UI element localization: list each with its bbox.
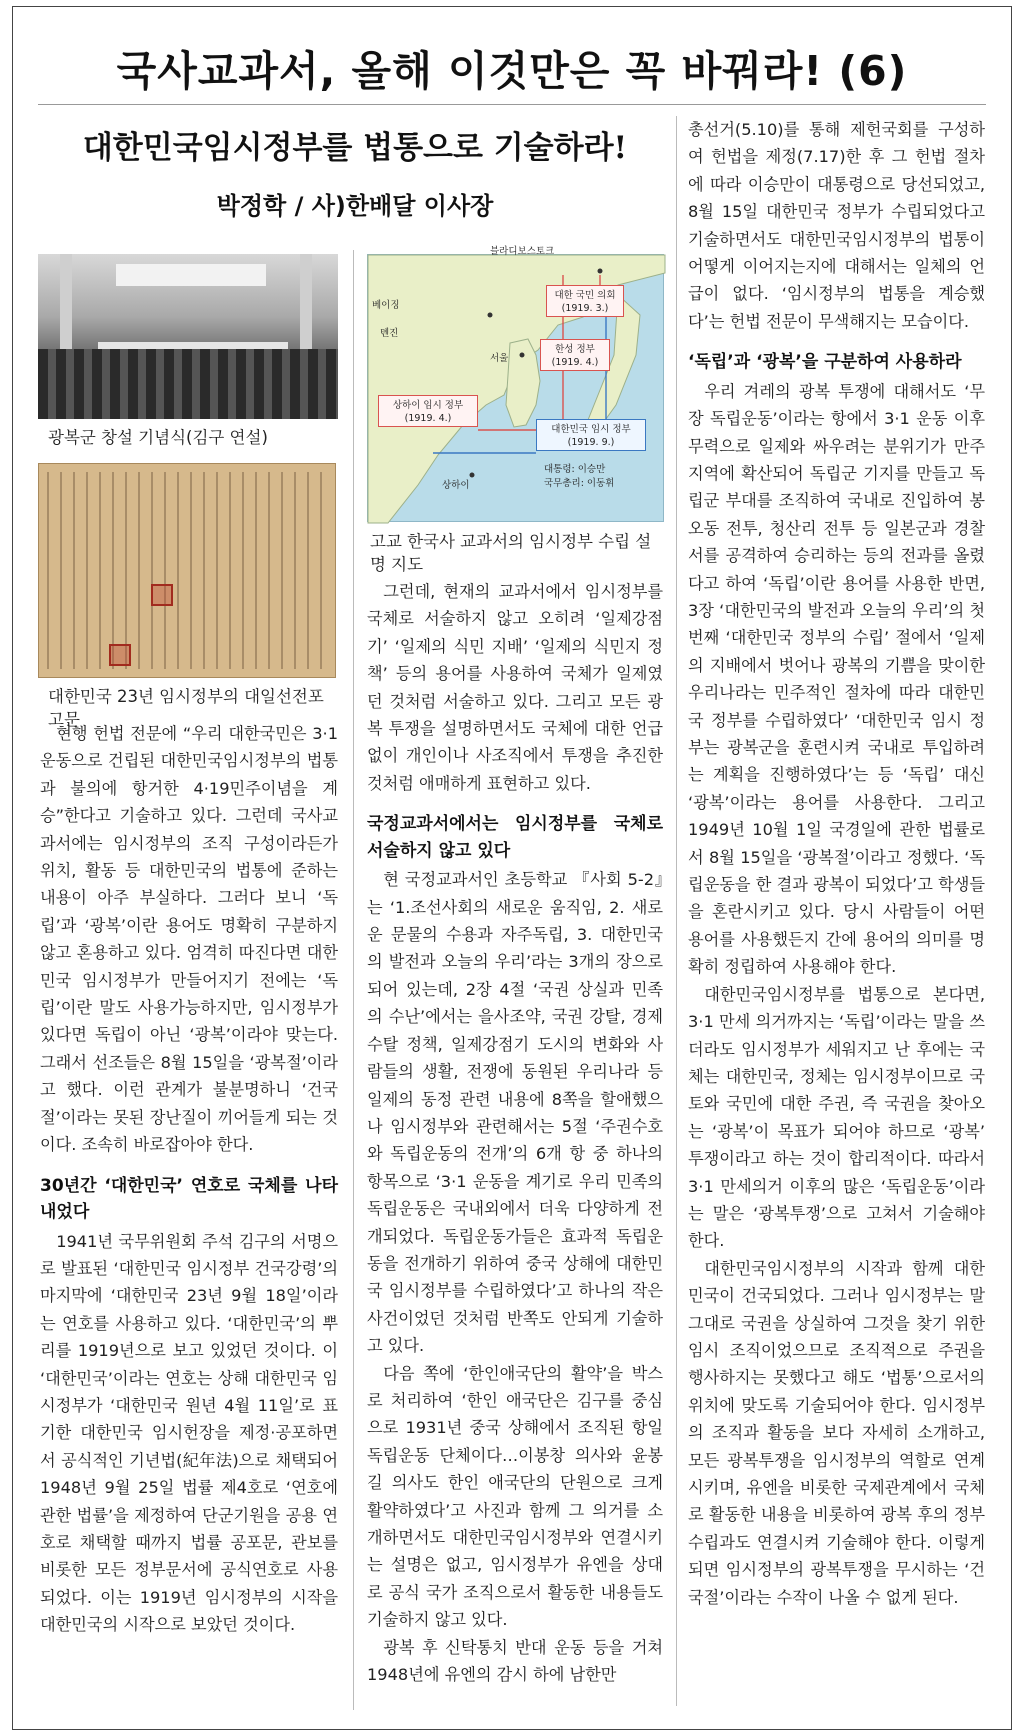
beijing-dot	[488, 313, 493, 318]
paragraph: 현 국정교과서인 초등학교 『사회 5-2』는 ‘1.조선사회의 새로운 움직임, 2. 새로운 문물의 수용과 자주독립, 3. 대한민국의 발전과 오늘의 우리’라는 3개의 장으로 되어 있는데, 2장 4절 ‘국권 상실과 민족의 수난’에서는 을사조약, 국권 강탈, 경제수탈 정책, 일제강점기 도시의 변화와 사람들의 생활, 전쟁에 동원된 우리나라 등 일제의 동정 관련 내용에 8쪽을 할애했으나 임시정부와 관련해서는 5절 ‘주권수호와 독립운동의 전개’의 6개 항 중 하나의 항목으로 ‘3·1 운동을 계기로 우리 민족의 독립운동은 국내외에서 더욱 다양하게 전개되었다. 독립운동가들은 효과적 독립운동을 전개하기 위하여 중국 상해에 대한민국 임시정부를 수립하였다’고 하나의 작은 사건이었던 것처럼 반쪽도 안되게 기술하고 있다.	[367, 870, 663, 1356]
national-council-name: 대한 국민 의회	[554, 290, 616, 301]
unified-gov-date: (1919. 9.)	[567, 437, 615, 448]
headline: 국사교과서, 올해 이것만은 꼭 바꿔라! (6)	[116, 47, 908, 95]
national-council-box	[546, 285, 624, 317]
hanseong-name: 한성 정부	[555, 344, 595, 355]
title-divider	[38, 104, 986, 105]
paragraph: 그런데, 현재의 교과서에서 임시정부를 국체로 서술하지 않고 오히려 ‘일제강점기’ ‘일제의 식민 지배’ ‘일제의 식민지 정책’ 등의 용어를 사용하여 국체가 일제였던 것처럼 서술하고 있다. 그리고 모든 광복 투쟁을 설명하면서도 국체에 대한 언급 없이 개인이나 사조직에서 투쟁을 추진한 것처럼 애매하게 표현하고 있다.	[367, 582, 663, 793]
section-heading: 30년간 ‘대한민국’ 연호로 국체를 나타내었다	[40, 1175, 338, 1222]
column-divider	[676, 116, 677, 1706]
beijing-label: 베이징	[372, 300, 400, 311]
map-caption: 고교 한국사 교과서의 임시정부 수립 설명 지도	[370, 532, 652, 574]
paragraph: 광복 후 신탁통치 반대 운동 등을 거쳐 1948년에 유엔의 감시 하에 남한만	[367, 1637, 663, 1685]
unified-gov-name: 대한민국 임시 정부	[551, 424, 631, 435]
shanghai-gov-name: 상하이 임시 정부	[392, 400, 464, 411]
paragraph: 대한민국임시정부의 시작과 함께 대한민국이 건국되었다. 그러나 임시정부는 말 그대로 국권을 상실하여 그것을 찾기 위한 임시 조직이었으므로 조직적으로 주권을 행사하지는 못했다고 해도 ‘법통’으로서의 위치에 맞도록 기술되어야 한다. 임시정부의 조직과 활동을 보다 자세히 소개하고, 모든 광복투쟁을 임시정부의 역할로 연계시키며, 유엔을 비롯한 국제관계에서 국체로 활동한 내용을 비롯하여 광복 후의 정부수립과도 연결시켜 기술해야 한다. 이렇게 되면 임시정부의 광복투쟁을 무시하는 ‘건국절’이라는 수작이 나올 수 없게 된다.	[688, 1258, 985, 1607]
photo-crowd	[38, 349, 338, 419]
hanseong-date: (1919. 4.)	[551, 357, 599, 368]
decree-caption: 대한민국 23년 임시정부의 대일선전포고문	[48, 687, 324, 729]
president-label: 대통령: 이승만	[544, 464, 606, 475]
paragraph: 대한민국임시정부를 법통으로 본다면, 3·1 만세 의거까지는 ‘독립’이라는 말을 쓰더라도 임시정부가 세워지고 난 후에는 국체는 대한민국, 정체는 임시정부이므로 국토와 국민에 대한 주권, 즉 국권을 찾아오는 ‘광복’이 목표가 되어야 하므로 ‘광복’ 투쟁이라고 하는 것이 합리적이다. 따라서 3·1 만세의거 이후의 많은 ‘독립운동’이라는 말은 ‘광복투쟁’으로 고쳐서 기술해야 한다.	[688, 984, 985, 1251]
tianjin-label: 톈진	[380, 328, 399, 339]
hanseong-government-box	[540, 339, 610, 371]
photo-banner	[116, 264, 266, 286]
column-2	[367, 578, 663, 1688]
paragraph: 현행 헌법 전문에 “우리 대한국민은 3·1운동으로 건립된 대한민국임시정부의 법통과 불의에 항거한 4·19민주이념을 계승”한다고 기술하고 있다. 그런데 국사교과서에는 임시정부의 조직 구성이라든가 위치, 활동 등 대한민국의 법통에 준하는 내용이 아주 부실하다. 그러다 보니 ‘독립’과 ‘광복’이란 용어도 명확히 구분하지 않고 혼용하고 있다. 엄격히 따진다면 대한민국 임시정부가 만들어지기 전에는 ‘독립’이란 말도 사용가능하지만, 임시정부가 있다면 독립이 아닌 ‘광복’이라야 맞는다. 그래서 선조들은 8월 15일을 ‘광복절’이라고 했다. 이런 관계가 불분명하니 ‘건국절’이라는 못된 장난질이 끼어들게 되는 것이다. 조속히 바로잡아야 한다.	[40, 724, 338, 1155]
byline: 박정학 / 사)한배달 이사장	[216, 192, 494, 220]
ceremony-photo	[38, 254, 338, 419]
article-subtitle: 대한민국임시정부를 법통으로 기술하라!	[82, 130, 628, 166]
section-heading: ‘독립’과 ‘광복’을 구분하여 사용하라	[688, 352, 962, 373]
national-council-date: (1919. 3.)	[561, 303, 609, 314]
shanghai-dot	[470, 473, 475, 478]
vladivostok-label: 블라디보스토크	[490, 246, 555, 257]
paragraph: 1941년 국무위원회 주석 김구의 서명으로 발표된 ‘대한민국 임시정부 건국강령’의 마지막에 ‘대한민국 23년 9월 18일’이라는 연호를 사용하고 있다. ‘대한민국’의 뿌리를 1919년으로 보고 있었던 것이다. 이 ‘대한민국’이라는 연호는 상해 대한민국 임시정부가 ‘대한민국 원년 4월 11일’로 표기한 대한민국 임시헌장을 제정·공포하면서 공식적인 기년법(紀年法)으로 채택되어 1948년 9월 25일 법률 제4호로 ‘연호에 관한 법률’을 제정하여 단군기원을 공용 연호로 채택할 때까지 법률 공포문, 관보를 비롯한 모든 정부문서에 공식연호로 사용되었다. 이는 1919년 임시정부의 시작을 대한민국의 시작으로 보았던 것이다.	[40, 1231, 338, 1635]
column-1	[40, 720, 338, 1639]
seoul-label: 서울	[490, 353, 509, 364]
korean-peninsula-shape	[506, 339, 540, 427]
paragraph: 다음 쪽에 ‘한인애국단의 활약’을 박스로 처리하여 ‘한인 애국단은 김구를 중심으로 1931년 중국 상해에서 조직된 항일 독립운동 단체이다…이봉창 의사와 윤봉길 의사도 한인 애국단의 단원으로 크게 활약하였다’고 사진과 함께 그 의거를 소개하면서도 대한민국임시정부와 연결시키는 설명은 없고, 임시정부가 유엔을 상대로 공식 국가 조직으로서 활동한 내용들도 기술하지 않고 있다.	[367, 1363, 663, 1630]
shanghai-government-box	[378, 395, 478, 427]
seoul-dot	[520, 353, 525, 358]
premier-label: 국무총리: 이동휘	[544, 478, 615, 489]
ceremony-caption: 광복군 창설 기념식(김구 연설)	[48, 428, 268, 447]
column-3	[688, 116, 985, 1611]
decree-seal	[109, 644, 131, 666]
column-divider	[353, 250, 354, 1710]
paragraph: 총선거(5.10)를 통해 제헌국회를 구성하여 헌법을 제정(7.17)한 후 그 헌법 절차에 따라 이승만이 대통령으로 당선되었고, 8월 15일 대한민국 정부가 수립되었다고 기술하면서도 대한민국임시정부의 법통이 어떻게 이어지는지에 대해서는 일체의 언급이 없다. ‘임시정부의 법통을 계승했다’는 헌법 전문이 무색해지는 모습이다.	[688, 120, 985, 331]
vladivostok-dot	[598, 269, 603, 274]
shanghai-label: 상하이	[442, 480, 470, 491]
decree-text-columns	[47, 472, 327, 669]
paragraph: 우리 겨레의 광복 투쟁에 대해서도 ‘무장 독립운동’이라는 항에서 3·1 운동 이후 무력으로 일제와 싸우려는 분위기가 만주지역에 확산되어 독립군 기지를 만들고 독립군 부대를 조직하여 국내로 진입하여 봉오동 전투, 청산리 전투 등 일본군과 경찰서를 공격하여 승리하는 등의 전과를 올렸다고 하여 ‘독립’이란 용어를 사용한 반면, 3장 ‘대한민국의 발전과 오늘의 우리’의 첫 번째 ‘대한민국 정부의 수립’ 절에서 ‘일제의 지배에서 벗어나 광복의 기쁨을 맞이한 우리나라는 민주적인 절차에 따라 대한민국 정부를 수립하였다’ ‘대한민국 임시 정부는 광복군을 훈련시켜 국내로 투입하려는 계획을 진행하였다’는 등 ‘독립’ 대신 ‘광복’이라는 용어를 사용한다. 그리고 1949년 10월 1일 국경일에 관한 법률로서 8월 15일을 ‘광복절’이라고 정했다. ‘독립운동을 한 결과 광복이 되었다’고 학생들을 혼란시키고 있다. 당시 사람들이 어떤 용어를 사용했든지 간에 용어의 의미를 명확히 정립하여 사용해야 한다.	[688, 381, 985, 977]
shanghai-gov-date: (1919. 4.)	[404, 413, 452, 424]
section-heading: 국정교과서에서는 임시정부를 국체로 서술하지 않고 있다	[367, 814, 663, 861]
unified-government-box	[536, 419, 646, 451]
provisional-government-map	[367, 246, 664, 522]
decree-photo	[38, 463, 336, 678]
decree-seal	[151, 584, 173, 606]
